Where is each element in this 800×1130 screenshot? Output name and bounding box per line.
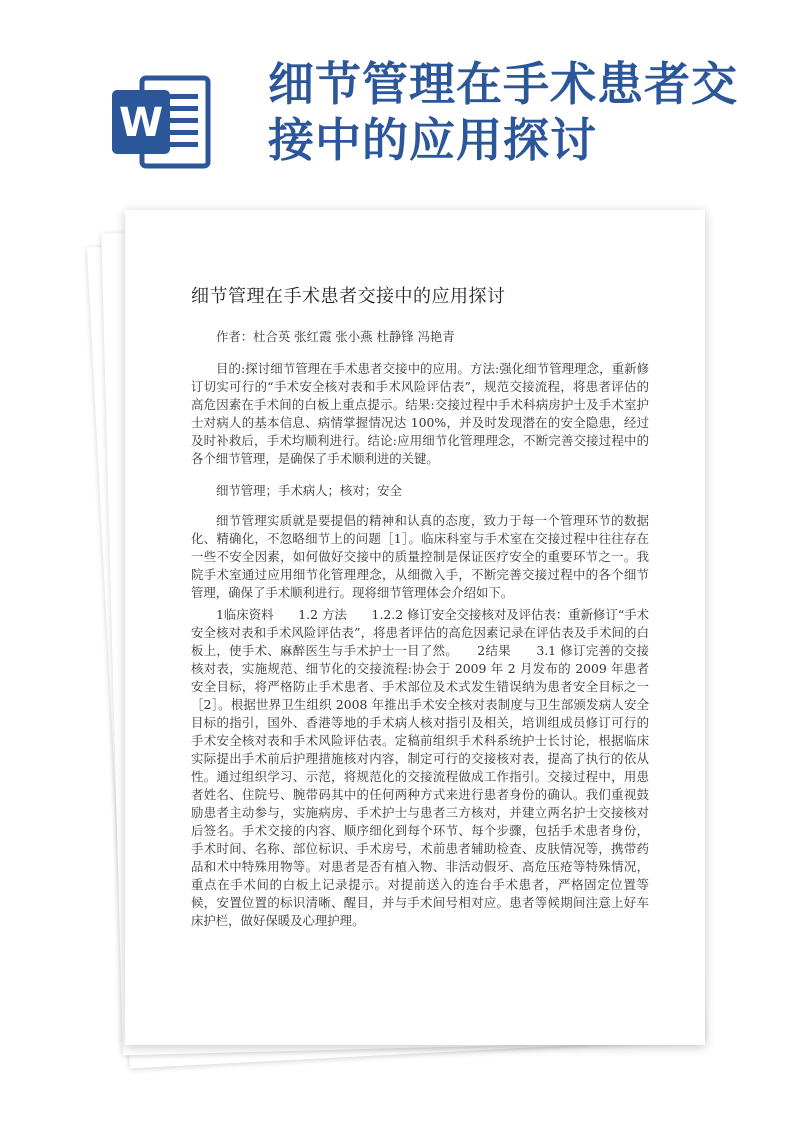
intro-paragraph: 细节管理实质就是要提倡的精神和认真的态度，致力于每一个管理环节的数据化、精确化，不忽略细节上的问题［1］。临床科室与手术室在交接过程中往往存在一些不安全因素，如何做好交接中的质量控制是保证医疗安全的重要环节之一。我院手术室通过应用细节化管理理念，从细微入手，不断完善交接过程中的各个细节管理，确保了手术顺利进行。现将细节管理体会介绍如下。 xyxy=(191,513,649,600)
document-page xyxy=(125,210,705,1045)
document-title: 细节管理在手术患者交接中的应用探讨 xyxy=(191,286,506,307)
body-paragraph: 1临床资料 1.2 方法 1.2.2 修订安全交接核对及评估表：重新修订“手术安全核对表和手术风险评估表”，将患者评估的高危因素记录在评估表及手术间的白板上，使手术、麻醉医生与手术护士一目了然。 2结果 3.1 修订完善的交接核对表，实施规范、细节化的交接流程:协会于 2009 年 2 月发布的 2009 年患者安全目标，将严格防止手术患者、手术部位及术式发生错误纳为患者安全目标之一［2］。根据世界卫生组织 2008 年推出手术安全核对表制度与卫生部颁发病人安全目标的指引，国外、香港等地的手术病人核对指引及相关，培训组成员修订可行的手术安全核对表和手术风险评估表。定稿前组织手术科系统护士长讨论，根据临床实际提出手术前后护理措施核对内容，制定可行的交接核对表，提高了执行的依从性。通过组织学习、示范，将规范化的交接流程做成工作指引。交接过程中，用患者姓名、住院号、腕带码其中的任何两种方式来进行患者身份的确认。我们重视鼓励患者主动参与，实施病房、手术护士与患者三方核对，并建立两名护士交接核对后签名。手术交接的内容、顺序细化到每个环节、每个步骤，包括手术患者身份，手术时间、名称、部位标识、手术房号，术前患者辅助检查、皮肤情况等，携带药品和术中特殊用物等。对患者是否有植入物、非活动假牙、高危压疮等特殊情况，重点在手术间的白板上记录提示。对提前送入的连台手术患者，严格固定位置等候，安置位置的标识清晰、醒目，并与手术间号相对应。患者等候期间注意上好车床护栏，做好保暖及心理护理。 xyxy=(191,607,649,928)
word-icon-letter: W xyxy=(118,100,164,146)
keywords-line: 细节管理；手术病人；核对；安全 xyxy=(216,483,402,498)
authors-line: 作者：杜合英 张红霞 张小燕 杜静锋 冯艳青 xyxy=(216,329,455,344)
word-document-icon xyxy=(108,68,216,176)
header-title: 细节管理在手术患者交接中的应用探讨 xyxy=(268,57,738,167)
page-header xyxy=(0,0,800,200)
abstract-paragraph: 目的:探讨细节管理在手术患者交接中的应用。方法:强化细节管理理念，重新修订切实可行的“手术安全核对表和手术风险评估表”，规范交接流程，将患者评估的高危因素在手术间的白板上重点提示。结果:交接过程中手术科病房护士及手术室护士对病人的基本信息、病情掌握情况达 100%，并及时发现潜在的安全隐患，经过及时补救后，手术均顺利进行。结论:应用细节化管理理念，不断完善交接过程中的各个细节管理，是确保了手术顺利进的关键。 xyxy=(191,361,649,466)
